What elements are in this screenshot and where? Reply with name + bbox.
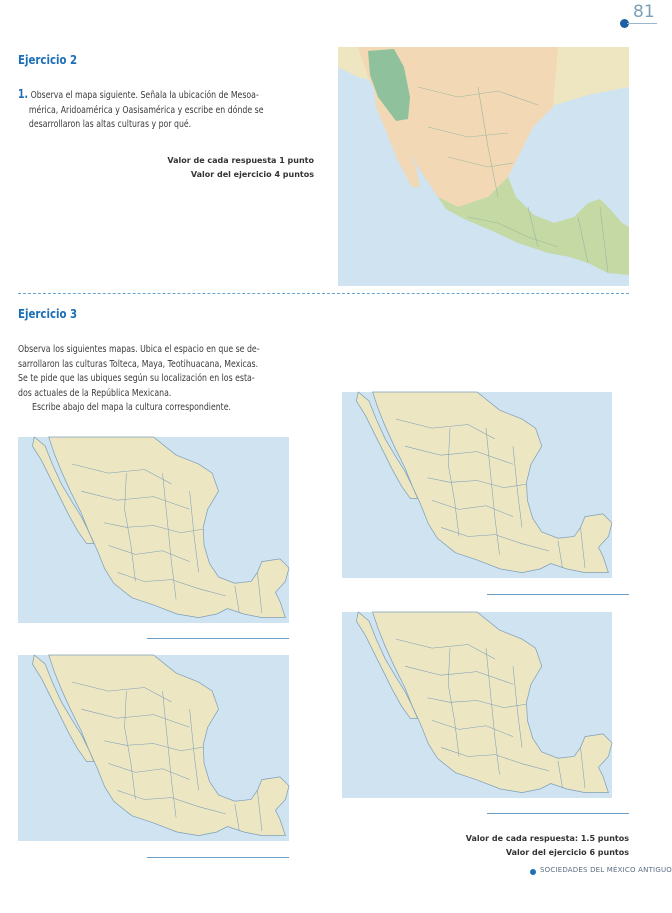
instruction-line-4: dos actuales de la República Mexicana. [18,387,172,399]
instruction-line-2: sarrollaron las culturas Tolteca, Maya, Teotihuacana, Mexicas. [18,358,259,370]
item-number: 1. [18,87,29,101]
exercise-2-instructions [18,87,314,133]
blank-map-3 [18,655,289,841]
score-per-answer: Valor de cada respuesta: 1.5 puntos [465,834,629,843]
exercise-2-title: Ejercicio 2 [18,53,78,67]
answer-line-1[interactable] [147,638,289,639]
exercise-3-instructions [18,343,314,416]
score-total: Valor del ejercicio 4 puntos [190,170,314,179]
blank-map-2 [342,392,612,578]
exercise-2-scores [100,154,314,182]
instruction-line-1: Observa el mapa siguiente. Señala la ubicación de Mesoa- [30,90,259,101]
instruction-line-3: Se te pide que las ubiques según su localización en los esta- [18,373,255,384]
instruction-line-2: mérica, Aridoamérica y Oasisamérica y escribe en dónde se [28,104,264,116]
footer-bullet [530,869,536,875]
answer-line-4[interactable] [487,813,629,814]
page-number: 81 [633,2,655,22]
instruction-line-3: desarrollaron las altas culturas y por qué. [28,119,192,130]
exercise-3-scores [380,832,629,860]
cultural-regions-map [338,47,629,286]
exercise-3-title: Ejercicio 3 [18,307,78,321]
blank-map-1 [18,437,289,623]
score-per-answer: Valor de cada respuesta 1 punto [167,156,314,165]
instruction-line-1: Observa los siguientes mapas. Ubica el espacio en que se de- [18,344,260,355]
footer-title: SOCIEDADES DEL MÉXICO ANTIGUO [540,866,672,874]
blank-map-4 [342,612,612,798]
page-number-rule [627,23,657,24]
answer-line-3[interactable] [147,857,289,858]
answer-line-2[interactable] [487,594,629,595]
section-divider [18,293,629,294]
instruction-line-5: Escribe abajo del mapa la cultura correspondiente. [32,402,232,413]
score-total: Valor del ejercicio 6 puntos [505,848,629,857]
